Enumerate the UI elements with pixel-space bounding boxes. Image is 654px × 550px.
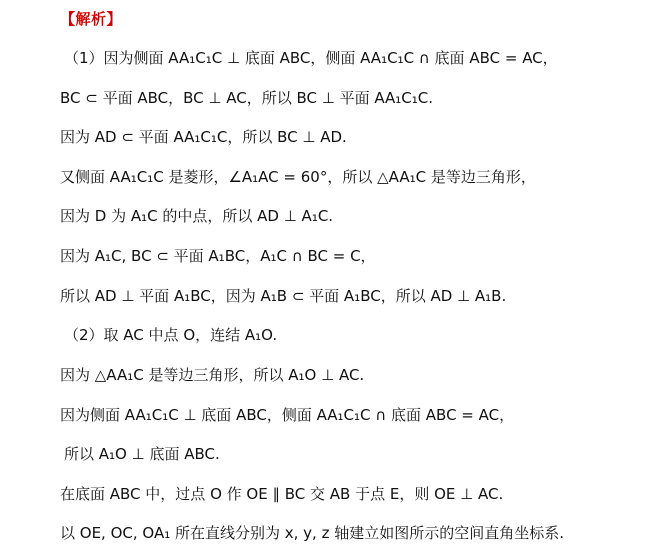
analysis-header: 【解析】 <box>60 10 123 28</box>
solution-line-12: 在底面 ABC 中，过点 O 作 OE ∥ BC 交 AB 于点 E，则 OE ⊥ AC. <box>60 485 504 503</box>
solution-line-3: 因为 AD ⊂ 平面 AA₁C₁C，所以 BC ⊥ AD. <box>60 128 347 146</box>
solution-line-9: 因为 △AA₁C 是等边三角形，所以 A₁O ⊥ AC. <box>60 366 365 384</box>
solution-line-1: （1）因为侧面 AA₁C₁C ⊥ 底面 ABC，侧面 AA₁C₁C ∩ 底面 ABC = AC， <box>64 49 558 67</box>
solution-line-7: 所以 AD ⊥ 平面 A₁BC，因为 A₁B ⊂ 平面 A₁BC，所以 AD ⊥ A₁B. <box>60 287 507 305</box>
solution-line-8: （2）取 AC 中点 O，连结 A₁O. <box>64 326 278 344</box>
solution-line-11: 所以 A₁O ⊥ 底面 ABC. <box>64 445 220 463</box>
solution-line-13: 以 OE, OC, OA₁ 所在直线分别为 x, y, z 轴建立如图所示的空间直角坐标系. <box>60 524 564 542</box>
solution-line-10: 因为侧面 AA₁C₁C ⊥ 底面 ABC，侧面 AA₁C₁C ∩ 底面 ABC = AC， <box>60 406 515 424</box>
solution-line-4: 又侧面 AA₁C₁C 是菱形，∠A₁AC = 60°，所以 △AA₁C 是等边三角形， <box>60 168 536 186</box>
solution-line-5: 因为 D 为 A₁C 的中点，所以 AD ⊥ A₁C. <box>60 207 334 225</box>
solution-line-6: 因为 A₁C, BC ⊂ 平面 A₁BC，A₁C ∩ BC = C， <box>60 247 376 265</box>
solution-line-2: BC ⊂ 平面 ABC，BC ⊥ AC，所以 BC ⊥ 平面 AA₁C₁C. <box>60 89 434 107</box>
